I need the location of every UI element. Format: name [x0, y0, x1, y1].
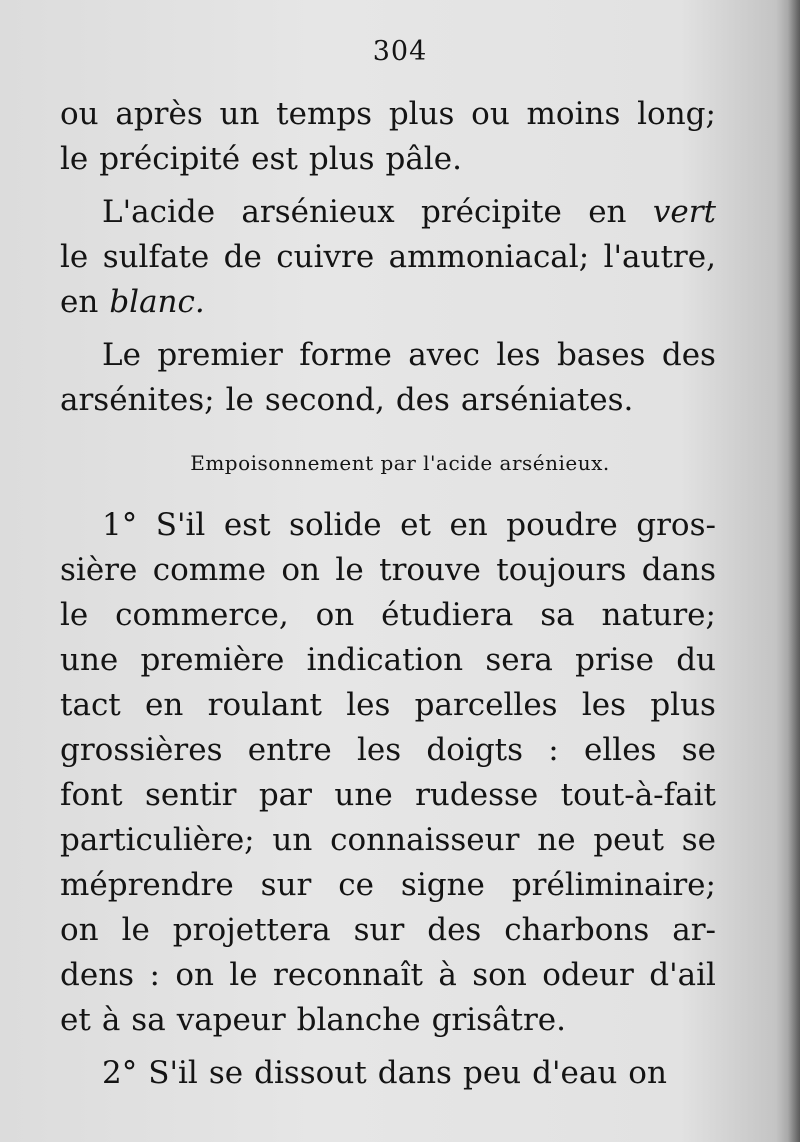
paragraph	[60, 190, 716, 325]
page-edge-shadow	[788, 0, 800, 1142]
text-line: arsénites; le second, des arséniates.	[60, 382, 634, 418]
text-line: on le projettera sur des charbons ar-	[60, 912, 716, 948]
paragraph	[60, 333, 716, 423]
text-line: particulière; un connaisseur ne peut se	[60, 822, 716, 858]
text-line: une première indication sera prise du	[60, 642, 716, 678]
text-line: ou après un temps plus ou moins long;	[60, 96, 716, 132]
section-title: Empoisonnement par l'acide arsénieux.	[190, 451, 610, 475]
paragraph	[60, 503, 716, 1043]
text-line: Le premier forme avec les bases des	[102, 337, 716, 373]
text-line: tact en roulant les parcelles les plus	[60, 687, 716, 723]
text-line: grossières entre les doigts : elles se	[60, 732, 716, 768]
text-line: font sentir par une rudesse tout-à-fait	[60, 777, 716, 813]
text-line: L'acide arsénieux précipite en vert	[102, 194, 716, 230]
text-block-bottom	[60, 503, 716, 1096]
text-line: le précipité est plus pâle.	[60, 141, 462, 177]
text-line: 1° S'il est solide et en poudre gros-	[102, 507, 716, 543]
text-line: et à sa vapeur blanche grisâtre.	[60, 1002, 567, 1038]
text-line: en blanc.	[60, 284, 205, 320]
text-line: 2° S'il se dissout dans peu d'eau on	[102, 1055, 667, 1091]
text-block-top	[60, 92, 716, 423]
text-line: dens : on le reconnaît à son odeur d'ail	[60, 957, 716, 993]
paragraph	[60, 1051, 716, 1096]
paragraph	[60, 92, 716, 182]
text-line: le sulfate de cuivre ammoniacal; l'autre,	[60, 239, 716, 275]
text-line: méprendre sur ce signe préliminaire;	[60, 867, 716, 903]
page-number: 304	[372, 36, 428, 67]
text-line: sière comme on le trouve toujours dans	[60, 552, 716, 588]
text-line: le commerce, on étudiera sa nature;	[60, 597, 716, 633]
